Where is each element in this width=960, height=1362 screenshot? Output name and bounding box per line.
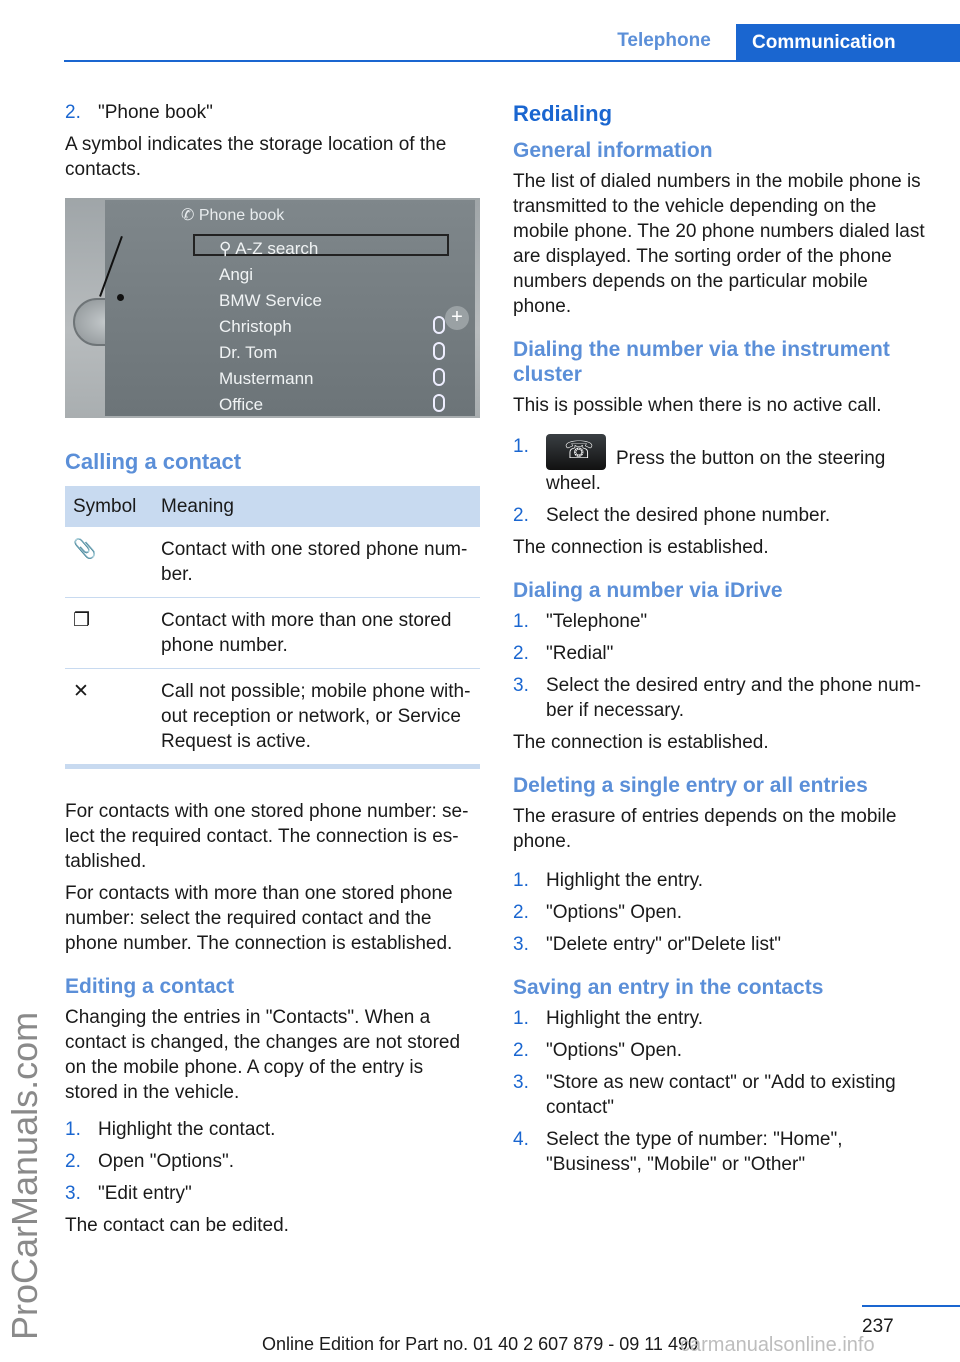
table-cell: Call not possible; mobile phone without reception or network, or Service Request is active.: [153, 669, 480, 767]
contact-item: Christoph: [219, 317, 292, 336]
phonebook-screenshot: [65, 198, 480, 418]
list-item: 1. ☏ Press the button on the steering wheel.: [513, 436, 886, 494]
redialing-heading: Redialing: [513, 101, 613, 126]
idrive-result: The connection is established.: [513, 732, 769, 753]
contact-item: Angi: [219, 265, 254, 284]
editing-heading: Editing a contact: [65, 975, 235, 998]
table-row: [65, 669, 480, 767]
table-cell: Contact with more than one stored phone number.: [153, 598, 480, 669]
table-cell: Contact with one stored phone number.: [153, 527, 480, 598]
list-item: 1. Highlight the entry.: [513, 1008, 704, 1029]
cluster-heading: Dialing the number via the instrument cluster: [513, 338, 890, 386]
bluetooth-icon: [433, 368, 445, 386]
list-item: 3. Select the desired entry and the phone number if necessary.: [513, 675, 921, 721]
steering-wheel-phone-button-icon: ☏: [546, 434, 606, 470]
symbol-table: [65, 486, 480, 769]
contact-item: BMW Service: [219, 291, 322, 310]
list-item: 3. "Delete entry" or"Delete list": [513, 934, 782, 955]
contact-item: Dr. Tom: [219, 343, 278, 362]
list-item: 3. "Store as new contact" or "Add to existing contact": [513, 1072, 896, 1118]
phonebook-step: [65, 100, 481, 125]
bluetooth-icon: [433, 394, 445, 412]
general-info-paragraph: The list of dialed numbers in the mobile phone is transmitted to the vehicle depending on the mobile phone. The 20 phone numbers dialed last are displayed. The sorting order of the phone numbers depends on the particular mobile phone.: [513, 171, 925, 317]
cluster-steps: [513, 434, 931, 528]
idrive-heading: Dialing a number via iDrive: [513, 579, 783, 602]
idrive-steps: [513, 609, 931, 723]
table-row: [65, 598, 480, 669]
table-row: [65, 527, 480, 598]
general-info-heading: General information: [513, 139, 713, 162]
footer-watermark: carmanualsonline.info: [680, 1334, 875, 1356]
list-item: 4. Select the type of number: "Home", "Business", "Mobile" or "Other": [513, 1129, 843, 1175]
footer-rule: [862, 1305, 960, 1307]
single-number-icon: 📎: [65, 527, 153, 598]
magnifier-icon: ⚲: [219, 239, 236, 258]
list-item: 3. "Edit entry": [65, 1183, 192, 1204]
right-column: [513, 100, 931, 1184]
bluetooth-icon: [433, 316, 445, 334]
contact-item: Office: [219, 395, 264, 414]
header-chapter-tab: Communication: [736, 24, 960, 60]
editing-result: The contact can be edited.: [65, 1215, 289, 1236]
table-header: Meaning: [153, 486, 480, 527]
edition-footer: Online Edition for Part no. 01 40 2 607 879 - 09 11 490: [262, 1334, 698, 1354]
editing-paragraph: Changing the entries in "Contacts". When a contact is changed, the changes are not stored on the mobile phone. A copy of the entry is stored in the vehicle.: [65, 1007, 461, 1103]
header-rule: [64, 60, 960, 62]
save-heading: Saving an entry in the contacts: [513, 976, 824, 999]
save-steps: [513, 1006, 931, 1177]
list-item: 2. Open "Options".: [65, 1151, 235, 1172]
az-search-item: ⚲ A-Z search: [219, 239, 319, 258]
side-watermark: ProCarManuals.com: [4, 1011, 45, 1340]
delete-heading: Deleting a single entry or all entries: [513, 774, 868, 797]
phonebook-screen: [105, 200, 475, 416]
list-item: 2. "Phone book": [65, 102, 213, 123]
storage-paragraph: A symbol indicates the storage location of the contacts.: [65, 134, 447, 180]
multiple-numbers-icon: ❐: [65, 598, 153, 669]
call-not-possible-icon: ✕: [65, 669, 153, 767]
delete-steps: [513, 868, 931, 957]
bluetooth-icon: [433, 342, 445, 360]
header-section-title: Telephone: [617, 30, 711, 51]
list-item: 2. "Options" Open.: [513, 902, 683, 923]
phone-icon: ✆: [181, 207, 199, 224]
callout-dot: [117, 294, 124, 301]
list-item: 2. "Redial": [513, 643, 614, 664]
cluster-paragraph: This is possible when there is no active call.: [513, 395, 882, 416]
list-item: 1. "Telephone": [513, 611, 648, 632]
left-column: [65, 100, 481, 1245]
list-item: 1. Highlight the contact.: [65, 1119, 276, 1140]
page-number: 237: [862, 1316, 894, 1337]
table-header: Symbol: [65, 486, 153, 527]
list-item: 2. "Options" Open.: [513, 1040, 683, 1061]
list-item: 2. Select the desired phone number.: [513, 505, 831, 526]
phonebook-screen-title: ✆ Phone book: [181, 207, 285, 224]
calling-heading: Calling a contact: [65, 449, 242, 474]
delete-paragraph: The erasure of entries depends on the mobile phone.: [513, 806, 897, 852]
multiple-numbers-paragraph: For contacts with more than one stored phone number: select the required contact and the phone number. The connection is established.: [65, 883, 453, 954]
editing-steps: [65, 1117, 481, 1206]
list-item: 1. Highlight the entry.: [513, 870, 704, 891]
contact-item: Mustermann: [219, 369, 314, 388]
cluster-result: The connection is established.: [513, 537, 769, 558]
single-number-paragraph: For contacts with one stored phone number: select the required contact. The connection is established.: [65, 801, 469, 872]
plus-icon: +: [445, 306, 469, 330]
table-header-row: [65, 486, 480, 527]
